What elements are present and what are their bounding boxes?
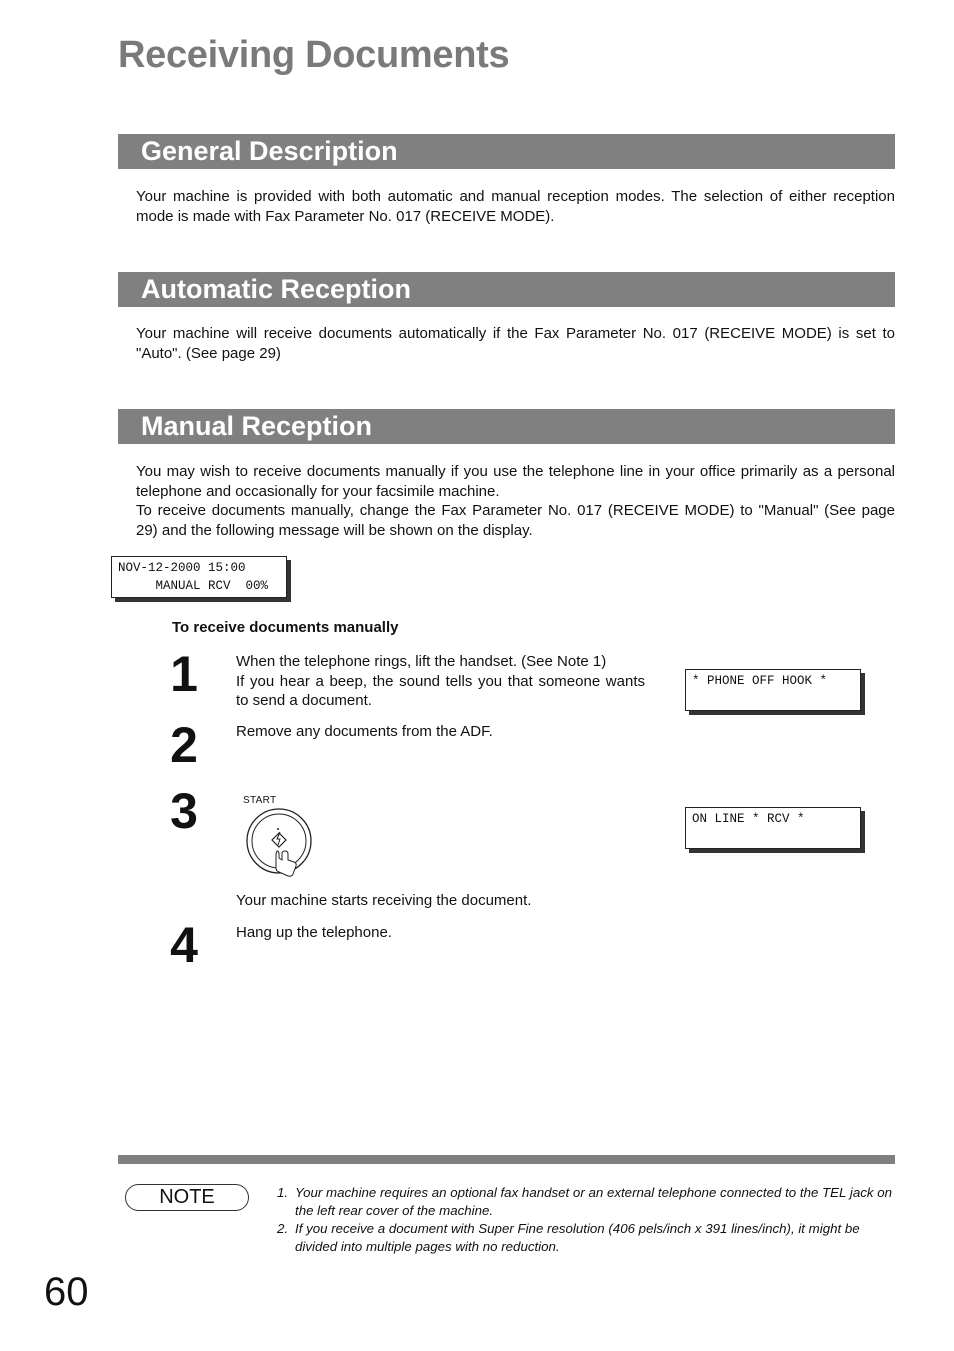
page-number: 60 — [44, 1270, 89, 1314]
section-heading-general: General Description — [118, 134, 895, 169]
notes-list — [277, 1184, 895, 1256]
note-number: 1. — [277, 1185, 289, 1200]
general-description-text: Your machine is provided with both automatic and manual reception modes. The selection of either reception mode is made with Fax Parameter No. 017 (RECEIVE MODE). — [136, 188, 895, 225]
step-number-2: 2 — [170, 717, 198, 773]
note-text: Your machine requires an optional fax handset or an external telephone connected to the TEL jack on the left rear cover of the machine. — [295, 1185, 893, 1218]
start-diamond-icon — [240, 804, 320, 888]
note-item — [277, 1220, 895, 1256]
manual-reception-para-2: To receive documents manually, change the Fax Parameter No. 017 (RECEIVE MODE) to "Manual" (See page 29) and the following message will be shown on the display. — [136, 502, 895, 539]
lcd-line-1: NOV-12-2000 15:00 — [118, 561, 246, 575]
step-1-line-2: If you hear a beep, the sound tells you that someone wants to send a document. — [236, 672, 645, 709]
start-button-label: START — [243, 795, 277, 806]
lcd-line-2: MANUAL RCV 00% — [118, 579, 269, 593]
manual-reception-text — [136, 462, 895, 540]
step-2-text: Remove any documents from the ADF. — [236, 723, 493, 740]
procedure-title: To receive documents manually — [172, 619, 399, 636]
note-number: 2. — [277, 1221, 289, 1236]
step-4-text: Hang up the telephone. — [236, 924, 392, 941]
step-number-3: 3 — [170, 783, 198, 839]
lcd-display-online-rcv: ON LINE * RCV * — [685, 807, 861, 849]
step-3-text: Your machine starts receiving the document. — [236, 892, 532, 909]
section-heading-automatic: Automatic Reception — [118, 272, 895, 307]
note-text: If you receive a document with Super Fine resolution (406 pels/inch x 391 lines/inch), it might be divided into multiple pages with no reduction. — [295, 1221, 860, 1254]
start-button[interactable] — [240, 794, 320, 888]
note-badge: NOTE — [125, 1184, 249, 1211]
section-heading-manual: Manual Reception — [118, 409, 895, 444]
page-title: Receiving Documents — [118, 34, 510, 76]
step-number-4: 4 — [170, 917, 198, 973]
step-1-text — [236, 652, 645, 711]
step-1-line-1: When the telephone rings, lift the handset. (See Note 1) — [236, 653, 607, 670]
note-item — [277, 1184, 895, 1220]
divider — [118, 1155, 895, 1164]
step-number-1: 1 — [170, 646, 198, 702]
lcd-display-manual-rcv — [111, 556, 287, 598]
automatic-reception-text: Your machine will receive documents automatically if the Fax Parameter No. 017 (RECEIVE MODE) is set to "Auto". (See page 29) — [136, 325, 895, 362]
lcd-display-phone-off-hook: * PHONE OFF HOOK * — [685, 669, 861, 711]
manual-reception-para-1: You may wish to receive documents manually if you use the telephone line in your office primarily as a personal telephone and occasionally for your facsimile machine. — [136, 463, 895, 500]
